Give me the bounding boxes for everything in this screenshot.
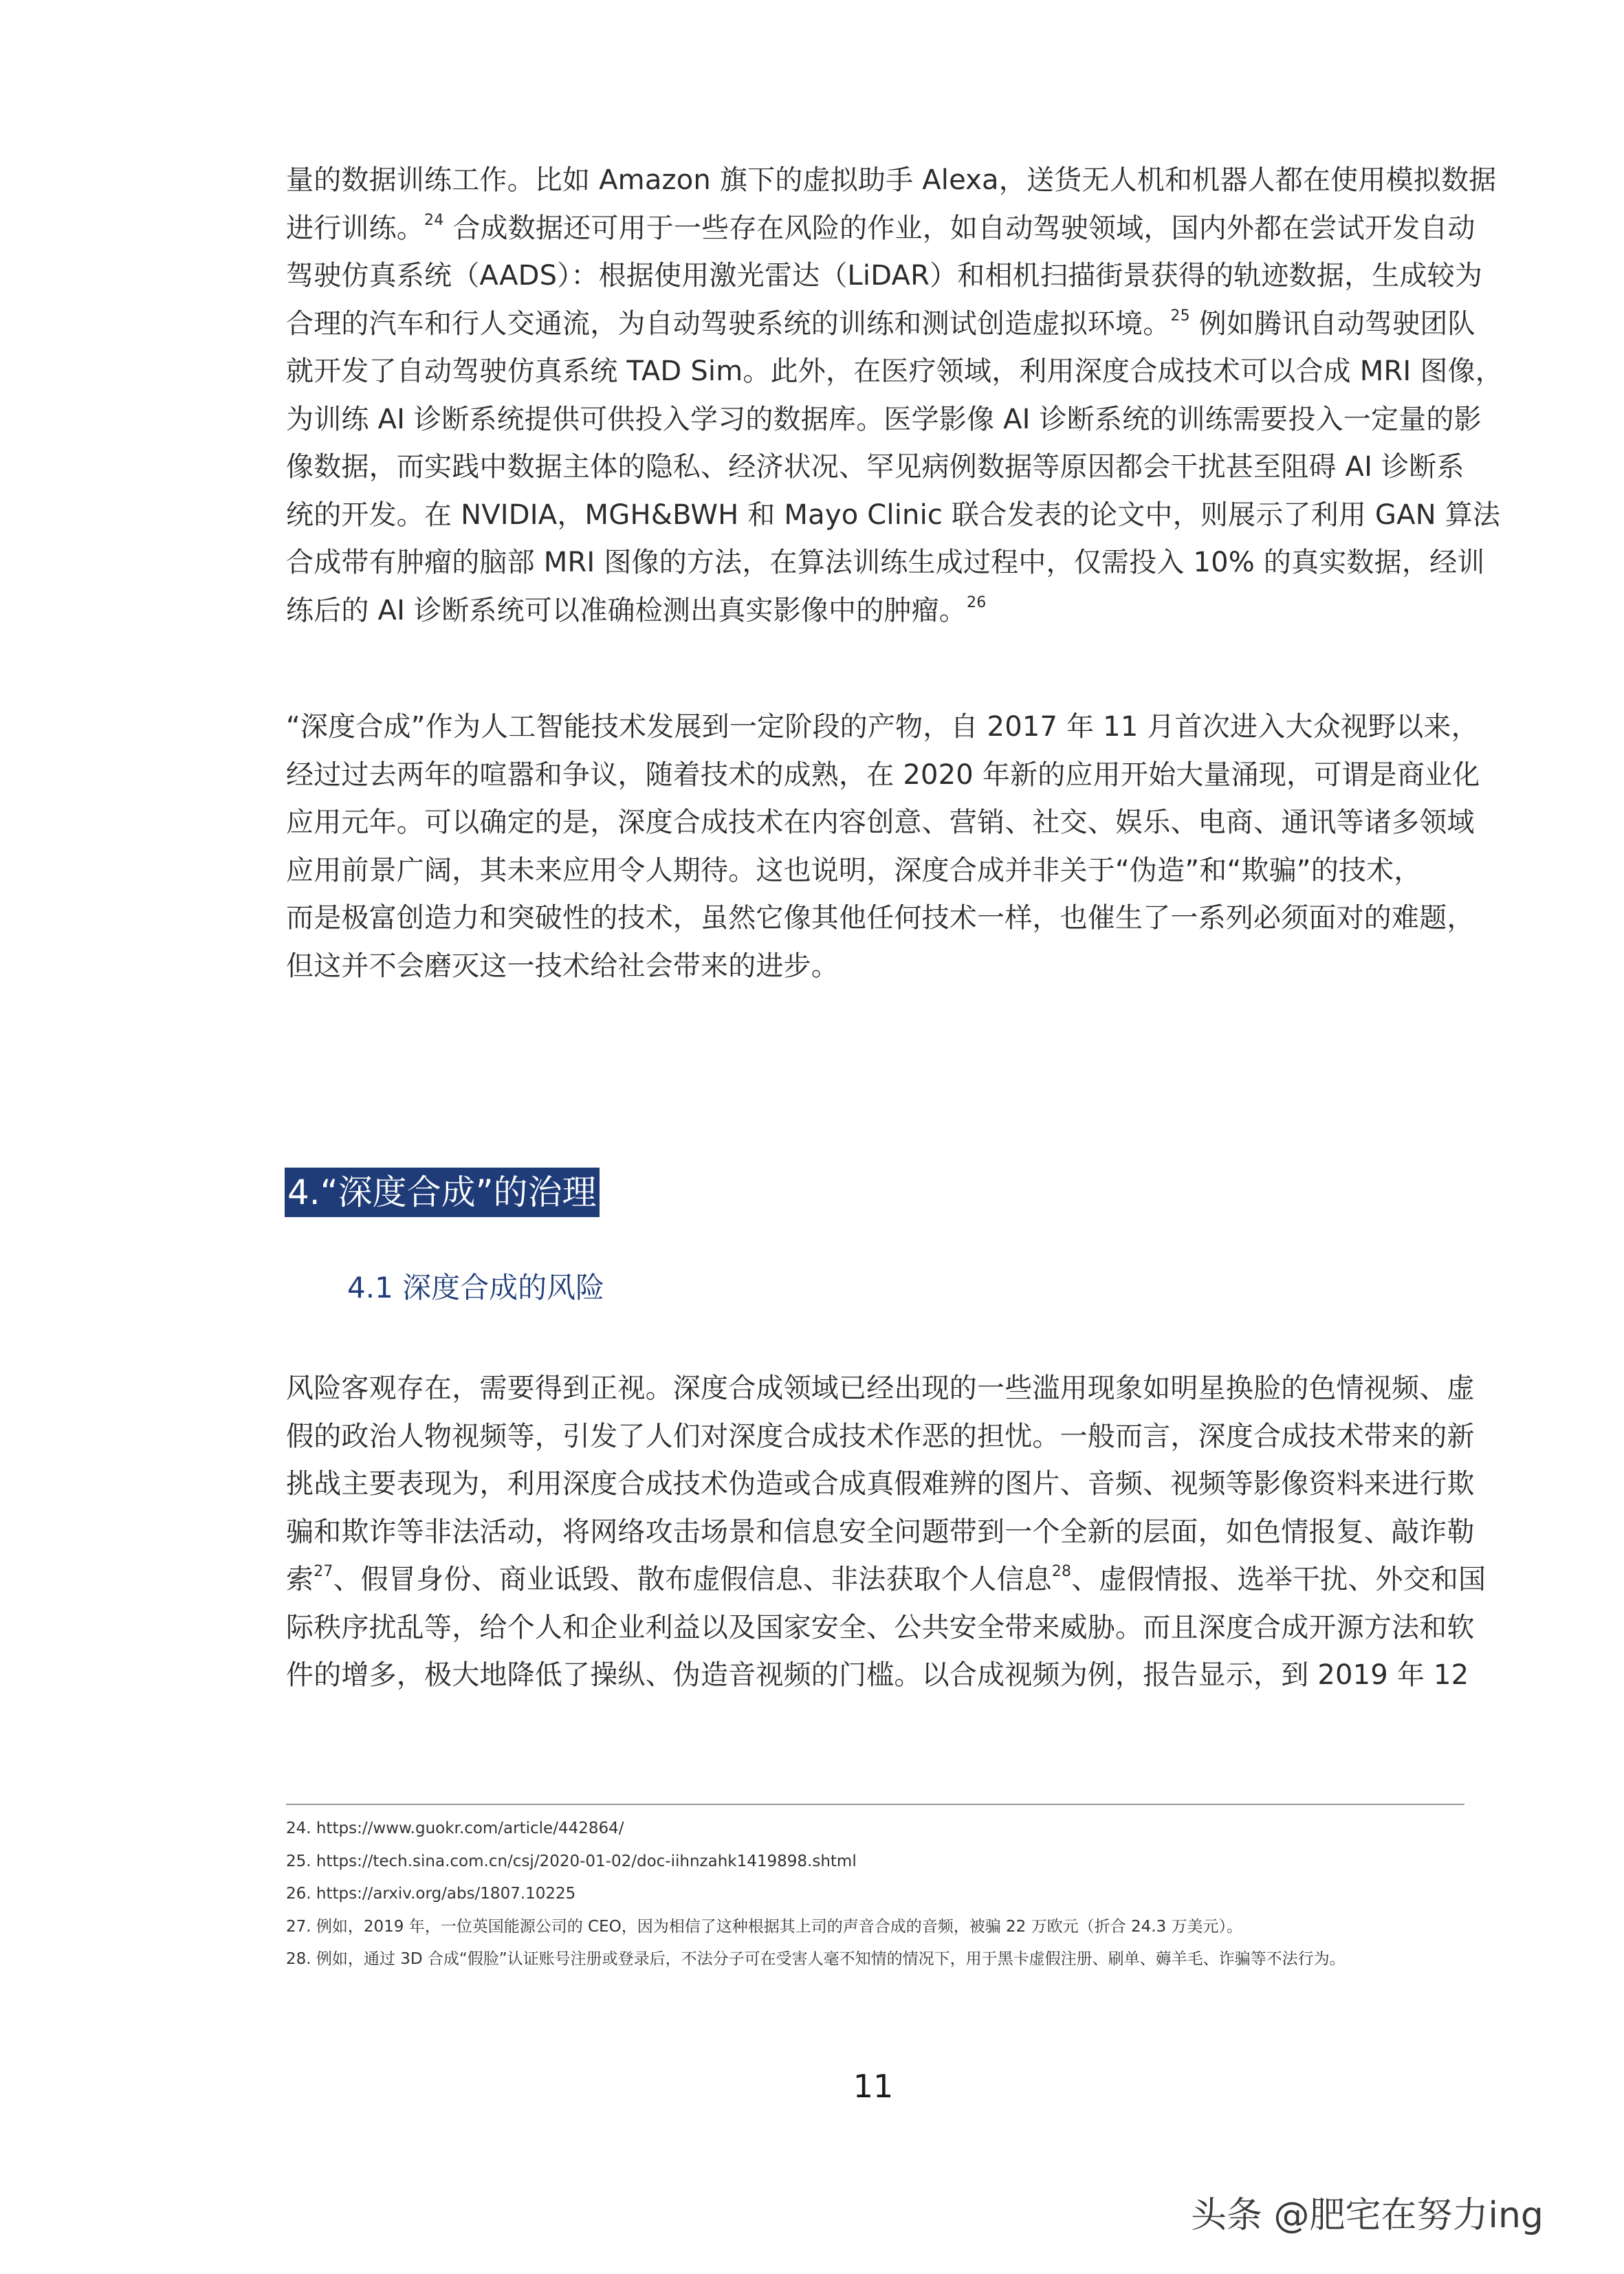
text-line: “深度合成”作为人工智能技术发展到一定阶段的产物，自 2017 年 11 月首次进入大众视野以来， xyxy=(286,711,1479,743)
section-heading: 4.“深度合成”的治理 xyxy=(285,1168,600,1217)
text-line: 但这并不会磨灭这一技术给社会带来的进步。 xyxy=(286,950,839,982)
text-line: 件的增多，极大地降低了操纵、伪造音视频的门槛。以合成视频为例，报告显示，到 2019 年 12 xyxy=(286,1659,1469,1691)
footnote-ref-25[interactable]: 25 xyxy=(1170,307,1190,325)
watermark: 头条 @肥宅在努力ing xyxy=(1191,2195,1544,2236)
text-line: 风险客观存在，需要得到正视。深度合成领域已经出现的一些滥用现象如明星换脸的色情视频、虚 xyxy=(286,1373,1475,1404)
footnote-ref-24[interactable]: 24 xyxy=(424,211,444,229)
footnote-26[interactable]: 26. https://arxiv.org/abs/1807.10225 xyxy=(286,1885,576,1903)
page-number: 11 xyxy=(853,2068,894,2105)
body-paragraph-commercial-outlook xyxy=(286,703,1489,990)
body-paragraph-synthetic-data-uses xyxy=(286,157,1503,635)
footnote-28: 28. 例如，通过 3D 合成“假脸”认证账号注册或登录后，不法分子可在受害人毫不知情的情况下，用于黑卡虚假注册、刷单、薅羊毛、诈骗等不法行为。 xyxy=(286,1950,1346,1968)
text-line: 而是极富创造力和突破性的技术，虽然它像其他任何技术一样，也催生了一系列必须面对的难题， xyxy=(286,902,1475,934)
text-line: 进行训练。$^{24}$ 合成数据还可用于一些存在风险的作业，如自动驾驶领域，国内外都在尝试开发自动 xyxy=(286,211,1475,244)
text-line: 经过过去两年的喧嚣和争议，随着技术的成熟，在 2020 年新的应用开始大量涌现，可谓是商业化 xyxy=(286,758,1480,791)
footnote-divider xyxy=(286,1804,1464,1805)
text-line: 假的政治人物视频等，引发了人们对深度合成技术作恶的担忧。一般而言，深度合成技术带来的新 xyxy=(286,1420,1475,1452)
text-line: 挑战主要表现为，利用深度合成技术伪造或合成真假难辨的图片、音频、视频等影像资料来进行欺 xyxy=(286,1468,1475,1500)
text-line: 为训练 AI 诊断系统提供可供投入学习的数据库。医学影像 AI 诊断系统的训练需要投入一定量的影 xyxy=(286,403,1482,435)
text-line: 合理的汽车和行人交通流，为自动驾驶系统的训练和测试创造虚拟环境。$^{25}$ 例如腾讯自动驾驶团队 xyxy=(286,307,1475,340)
text-line: 像数据，而实践中数据主体的隐私、经济状况、罕见病例数据等原因都会干扰甚至阻碍 AI 诊断系 xyxy=(286,451,1464,483)
footnote-ref-28[interactable]: 28 xyxy=(1051,1563,1072,1580)
sub-heading: 4.1 深度合成的风险 xyxy=(347,1271,605,1304)
footnote-27: 27. 例如，2019 年，一位英国能源公司的 CEO，因为相信了这种根据其上司的声音合成的音频，被骗 22 万欧元（折合 24.3 万美元）。 xyxy=(286,1917,1242,1936)
text-line: 际秩序扰乱等，给个人和企业利益以及国家安全、公共安全带来威胁。而且深度合成开源方法和软 xyxy=(286,1611,1475,1643)
text-line: 应用元年。可以确定的是，深度合成技术在内容创意、营销、社交、娱乐、电商、通讯等诸多领域 xyxy=(286,807,1475,838)
text-line: 驾驶仿真系统（AADS）：根据使用激光雷达（LiDAR）和相机扫描街景获得的轨迹数据，生成较为 xyxy=(286,260,1483,292)
text-line: 索$^{27}$、假冒身份、商业诋毁、散布虚假信息、非法获取个人信息$^{28}$、虚假情报、选举干扰、外交和国 xyxy=(286,1563,1486,1595)
text-line: 统的开发。在 NVIDIA，MGH&BWH 和 Mayo Clinic 联合发表的论文中，则展示了利用 GAN 算法 xyxy=(286,499,1501,531)
body-paragraph-risks xyxy=(286,1365,1489,1700)
text-line: 合成带有肿瘤的脑部 MRI 图像的方法，在算法训练生成过程中，仅需投入 10% 的真实数据，经训 xyxy=(286,547,1485,578)
text-line: 应用前景广阔，其未来应用令人期待。这也说明，深度合成并非关于“伪造”和“欺骗”的技术， xyxy=(286,854,1422,886)
footnote-ref-26[interactable]: 26 xyxy=(967,593,987,611)
footnote-24[interactable]: 24. https://www.guokr.com/article/442864/ xyxy=(286,1819,624,1837)
text-line: 练后的 AI 诊断系统可以准确检测出真实影像中的肿瘤。$^{26}$ xyxy=(286,593,987,626)
text-line: 量的数据训练工作。比如 Amazon 旗下的虚拟助手 Alexa，送货无人机和机器人都在使用模拟数据 xyxy=(286,164,1497,196)
footnote-ref-27[interactable]: 27 xyxy=(314,1563,333,1580)
footnote-25[interactable]: 25. https://tech.sina.com.cn/csj/2020-01-02/doc-iihnzahk1419898.shtml xyxy=(286,1852,857,1870)
text-line: 就开发了自动驾驶仿真系统 TAD Sim。此外，在医疗领域，利用深度合成技术可以合成 MRI 图像， xyxy=(286,356,1503,387)
text-line: 骗和欺诈等非法活动，将网络攻击场景和信息安全问题带到一个全新的层面，如色情报复、敲诈勒 xyxy=(286,1516,1475,1548)
footnote-list xyxy=(286,1813,1489,1976)
